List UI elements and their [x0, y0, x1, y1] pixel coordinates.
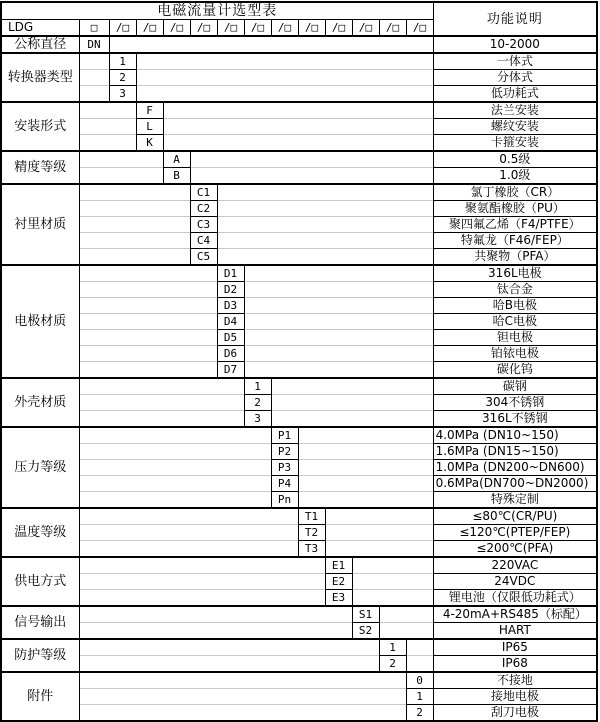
option-description-cell: 锂电池（仅限低功耗式） — [433, 590, 597, 607]
option-code-cell: 1 — [109, 53, 136, 70]
option-description-cell: 特氟龙（F46/FEP） — [433, 233, 597, 249]
category-label: 防护等级 — [1, 639, 79, 672]
empty-grid-cell — [79, 151, 163, 168]
option-code-cell: 3 — [244, 411, 271, 428]
option-code-cell: 2 — [406, 705, 433, 722]
empty-grid-cell — [244, 346, 433, 362]
option-code-cell: 2 — [244, 395, 271, 411]
empty-grid-cell — [79, 508, 298, 525]
empty-grid-cell — [79, 362, 217, 379]
empty-grid-cell — [406, 639, 433, 656]
code-slot-box: /□ — [271, 20, 298, 37]
option-code-cell: P4 — [271, 476, 298, 492]
option-description-cell: 钛合金 — [433, 282, 597, 298]
option-description-cell: 碳化钨 — [433, 362, 597, 379]
option-description-cell: 卡箍安装 — [433, 135, 597, 152]
category-label: 温度等级 — [1, 508, 79, 557]
option-description-cell: 氯丁橡胶（CR） — [433, 184, 597, 201]
empty-grid-cell — [244, 298, 433, 314]
empty-grid-cell — [79, 623, 352, 640]
empty-grid-cell — [379, 606, 433, 623]
empty-grid-cell — [79, 102, 136, 119]
code-slot-box: /□ — [298, 20, 325, 37]
code-slot-box: /□ — [244, 20, 271, 37]
code-slot-box: /□ — [406, 20, 433, 37]
code-slot-box: /□ — [163, 20, 190, 37]
empty-grid-cell — [79, 233, 190, 249]
option-code-cell: DN — [79, 36, 109, 53]
empty-grid-cell — [298, 460, 433, 476]
option-description-cell: 哈B电极 — [433, 298, 597, 314]
empty-grid-cell — [79, 525, 298, 541]
category-label: 压力等级 — [1, 427, 79, 508]
category-label: 电极材质 — [1, 265, 79, 378]
option-code-cell: F — [136, 102, 163, 119]
model-code-prefix: LDG — [1, 20, 79, 37]
option-code-cell: S1 — [352, 606, 379, 623]
option-code-cell: 2 — [379, 656, 406, 673]
option-description-cell: 钽电极 — [433, 330, 597, 346]
empty-grid-cell — [352, 590, 433, 607]
option-description-cell: 304不锈钢 — [433, 395, 597, 411]
empty-grid-cell — [79, 282, 217, 298]
code-slot-box: /□ — [190, 20, 217, 37]
option-code-cell: P1 — [271, 427, 298, 444]
option-code-cell: B — [163, 168, 190, 185]
empty-grid-cell — [217, 184, 433, 201]
empty-grid-cell — [79, 395, 244, 411]
option-description-cell: 碳钢 — [433, 378, 597, 395]
category-label: 安装形式 — [1, 102, 79, 151]
empty-grid-cell — [352, 557, 433, 574]
category-label: 外壳材质 — [1, 378, 79, 427]
option-code-cell: E1 — [325, 557, 352, 574]
option-description-cell: 10-2000 — [433, 36, 597, 53]
option-code-cell: P2 — [271, 444, 298, 460]
empty-grid-cell — [79, 217, 190, 233]
option-code-cell: D6 — [217, 346, 244, 362]
empty-grid-cell — [79, 53, 109, 70]
category-label: 附件 — [1, 672, 79, 721]
empty-grid-cell — [79, 541, 298, 558]
selection-table — [0, 1, 598, 722]
option-description-cell: 316L电极 — [433, 265, 597, 282]
option-code-cell: C1 — [190, 184, 217, 201]
option-code-cell: D2 — [217, 282, 244, 298]
table-title: 电磁流量计选型表 — [1, 2, 433, 20]
empty-grid-cell — [298, 492, 433, 509]
empty-grid-cell — [79, 689, 406, 705]
category-label: 精度等级 — [1, 151, 79, 184]
empty-grid-cell — [79, 249, 190, 266]
option-code-cell: E2 — [325, 574, 352, 590]
category-label: 转换器类型 — [1, 53, 79, 102]
empty-grid-cell — [136, 70, 433, 86]
empty-grid-cell — [79, 476, 271, 492]
option-code-cell: 1 — [379, 639, 406, 656]
option-description-cell: IP68 — [433, 656, 597, 673]
empty-grid-cell — [79, 378, 244, 395]
empty-grid-cell — [217, 249, 433, 266]
empty-grid-cell — [79, 492, 271, 509]
option-description-cell: 特殊定制 — [433, 492, 597, 509]
empty-grid-cell — [190, 151, 433, 168]
empty-grid-cell — [244, 314, 433, 330]
empty-grid-cell — [244, 265, 433, 282]
option-code-cell: Pn — [271, 492, 298, 509]
option-code-cell: C3 — [190, 217, 217, 233]
option-description-cell: HART — [433, 623, 597, 640]
empty-grid-cell — [244, 282, 433, 298]
empty-grid-cell — [244, 330, 433, 346]
empty-grid-cell — [79, 557, 325, 574]
empty-grid-cell — [271, 395, 433, 411]
option-code-cell: A — [163, 151, 190, 168]
code-slot-box: /□ — [217, 20, 244, 37]
option-code-cell: D1 — [217, 265, 244, 282]
empty-grid-cell — [79, 135, 136, 152]
option-code-cell: 2 — [109, 70, 136, 86]
option-description-cell: 4-20mA+RS485（标配） — [433, 606, 597, 623]
option-description-cell: ≤80℃(CR/PU) — [433, 508, 597, 525]
option-description-cell: 316L不锈钢 — [433, 411, 597, 428]
empty-grid-cell — [79, 265, 217, 282]
option-description-cell: 1.6MPa (DN15~150) — [433, 444, 597, 460]
category-label: 供电方式 — [1, 557, 79, 606]
empty-grid-cell — [79, 168, 163, 185]
category-label: 信号输出 — [1, 606, 79, 639]
empty-grid-cell — [298, 444, 433, 460]
option-description-cell: 螺纹安装 — [433, 119, 597, 135]
empty-grid-cell — [79, 70, 109, 86]
option-description-cell: 24VDC — [433, 574, 597, 590]
option-code-cell: D7 — [217, 362, 244, 379]
empty-grid-cell — [190, 168, 433, 185]
option-description-cell: 0.5级 — [433, 151, 597, 168]
empty-grid-cell — [79, 444, 271, 460]
empty-grid-cell — [79, 330, 217, 346]
empty-grid-cell — [79, 606, 352, 623]
empty-grid-cell — [163, 135, 433, 152]
empty-grid-cell — [79, 705, 406, 722]
option-code-cell: L — [136, 119, 163, 135]
option-code-cell: K — [136, 135, 163, 152]
empty-grid-cell — [298, 427, 433, 444]
empty-grid-cell — [79, 346, 217, 362]
option-description-cell: IP65 — [433, 639, 597, 656]
option-code-cell: C4 — [190, 233, 217, 249]
option-code-cell: D3 — [217, 298, 244, 314]
option-code-cell: T2 — [298, 525, 325, 541]
empty-grid-cell — [271, 378, 433, 395]
option-code-cell: T1 — [298, 508, 325, 525]
empty-grid-cell — [325, 525, 433, 541]
option-code-cell: D4 — [217, 314, 244, 330]
empty-grid-cell — [298, 476, 433, 492]
option-description-cell: 220VAC — [433, 557, 597, 574]
code-slot-box: /□ — [109, 20, 136, 37]
code-slot-box: /□ — [379, 20, 406, 37]
option-description-cell: 4.0MPa (DN10~150) — [433, 427, 597, 444]
code-slot-box: /□ — [136, 20, 163, 37]
option-description-cell: 刮刀电极 — [433, 705, 597, 722]
option-description-cell: ≤200℃(PFA) — [433, 541, 597, 558]
function-column-header: 功能说明 — [433, 2, 597, 36]
option-code-cell: 1 — [244, 378, 271, 395]
empty-grid-cell — [79, 184, 190, 201]
empty-grid-cell — [79, 460, 271, 476]
empty-grid-cell — [109, 36, 433, 53]
option-description-cell: 不接地 — [433, 672, 597, 689]
empty-grid-cell — [379, 623, 433, 640]
empty-grid-cell — [79, 639, 379, 656]
option-description-cell: 接地电极 — [433, 689, 597, 705]
option-description-cell: 分体式 — [433, 70, 597, 86]
model-code-box: □ — [79, 20, 109, 37]
option-description-cell: 低功耗式 — [433, 86, 597, 103]
empty-grid-cell — [136, 53, 433, 70]
category-label: 公称直径 — [1, 36, 79, 53]
empty-grid-cell — [79, 656, 379, 673]
option-code-cell: T3 — [298, 541, 325, 558]
empty-grid-cell — [217, 201, 433, 217]
option-description-cell: 1.0级 — [433, 168, 597, 185]
category-label: 衬里材质 — [1, 184, 79, 265]
option-code-cell: C2 — [190, 201, 217, 217]
empty-grid-cell — [352, 574, 433, 590]
option-description-cell: 1.0MPa (DN200~DN600) — [433, 460, 597, 476]
empty-grid-cell — [79, 672, 406, 689]
option-code-cell: P3 — [271, 460, 298, 476]
option-description-cell: 聚四氟乙烯（F4/PTFE） — [433, 217, 597, 233]
empty-grid-cell — [163, 119, 433, 135]
empty-grid-cell — [79, 298, 217, 314]
empty-grid-cell — [79, 411, 244, 428]
empty-grid-cell — [79, 119, 136, 135]
option-code-cell: S2 — [352, 623, 379, 640]
empty-grid-cell — [217, 217, 433, 233]
empty-grid-cell — [79, 314, 217, 330]
option-code-cell: C5 — [190, 249, 217, 266]
option-description-cell: 法兰安装 — [433, 102, 597, 119]
option-description-cell: 聚氨酯橡胶（PU） — [433, 201, 597, 217]
option-code-cell: D5 — [217, 330, 244, 346]
empty-grid-cell — [163, 102, 433, 119]
option-description-cell: ≤120℃(PTEP/FEP) — [433, 525, 597, 541]
option-description-cell: 铂铱电极 — [433, 346, 597, 362]
empty-grid-cell — [79, 574, 325, 590]
option-code-cell: 1 — [406, 689, 433, 705]
option-code-cell: 3 — [109, 86, 136, 103]
option-code-cell: E3 — [325, 590, 352, 607]
empty-grid-cell — [325, 541, 433, 558]
empty-grid-cell — [217, 233, 433, 249]
code-slot-box: /□ — [325, 20, 352, 37]
empty-grid-cell — [79, 86, 109, 103]
empty-grid-cell — [136, 86, 433, 103]
empty-grid-cell — [79, 201, 190, 217]
empty-grid-cell — [79, 590, 325, 607]
empty-grid-cell — [244, 362, 433, 379]
empty-grid-cell — [271, 411, 433, 428]
empty-grid-cell — [406, 656, 433, 673]
empty-grid-cell — [325, 508, 433, 525]
option-description-cell: 一体式 — [433, 53, 597, 70]
option-description-cell: 0.6MPa(DN700~DN2000) — [433, 476, 597, 492]
option-description-cell: 哈C电极 — [433, 314, 597, 330]
empty-grid-cell — [79, 427, 271, 444]
option-description-cell: 共聚物（PFA） — [433, 249, 597, 266]
option-code-cell: 0 — [406, 672, 433, 689]
code-slot-box: /□ — [352, 20, 379, 37]
